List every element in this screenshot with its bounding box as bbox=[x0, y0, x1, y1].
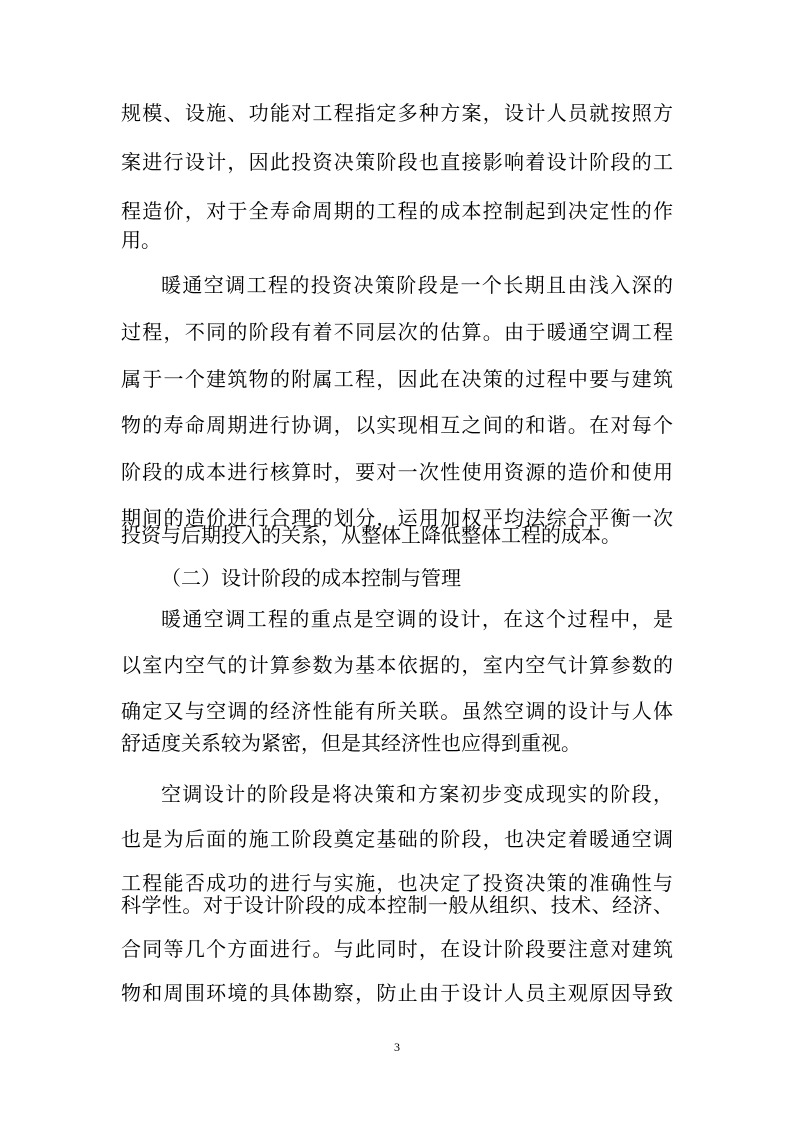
paragraph-4-line-4: 科学性。对于设计阶段的成本控制一般从组织、技术、经济、 bbox=[121, 893, 673, 917]
paragraph-3-line-4: 舒适度关系较为紧密，但是其经济性也应得到重视。 bbox=[121, 731, 581, 755]
paragraph-2-line-5: 阶段的成本进行核算时，要对一次性使用资源的造价和使用 bbox=[121, 460, 673, 484]
paragraph-1-line-2: 案进行设计，因此投资决策阶段也直接影响着设计阶段的工 bbox=[121, 150, 673, 174]
paragraph-2-line-4: 物的寿命周期进行协调，以实现相互之间的和谐。在对每个 bbox=[121, 413, 673, 437]
paragraph-2-line-1: 暖通空调工程的投资决策阶段是一个长期且由浅入深的 bbox=[161, 273, 673, 297]
paragraph-2-line-7: 投资与后期投入的关系，从整体上降低整体工程的成本。 bbox=[121, 523, 621, 547]
paragraph-4-line-2: 也是为后面的施工阶段奠定基础的阶段，也决定着暖通空调 bbox=[121, 827, 673, 851]
page-number: 3 bbox=[394, 1040, 400, 1054]
paragraph-4-line-5: 合同等几个方面进行。与此同时，在设计阶段要注意对建筑 bbox=[121, 937, 673, 961]
paragraph-1-line-3: 程造价，对于全寿命周期的工程的成本控制起到决定性的作 bbox=[121, 199, 673, 223]
paragraph-1-line-4: 用。 bbox=[121, 228, 161, 252]
paragraph-3-line-1: 暖通空调工程的重点是空调的设计，在这个过程中，是 bbox=[161, 607, 673, 631]
paragraph-3-line-3: 确定又与空调的经济性能有所关联。虽然空调的设计与人体 bbox=[121, 699, 673, 723]
paragraph-1-line-1: 规模、设施、功能对工程指定多种方案，设计人员就按照方 bbox=[121, 101, 673, 125]
paragraph-4-line-1: 空调设计的阶段是将决策和方案初步变成现实的阶段， bbox=[161, 782, 673, 806]
section-heading: （二）设计阶段的成本控制与管理 bbox=[161, 566, 461, 590]
paragraph-2-line-3: 属于一个建筑物的附属工程，因此在决策的过程中要与建筑 bbox=[121, 367, 673, 391]
paragraph-4-line-6: 物和周围环境的具体勘察，防止由于设计人员主观原因导致 bbox=[121, 981, 673, 1005]
paragraph-3-line-2: 以室内空气的计算参数为基本依据的，室内空气计算参数的 bbox=[121, 653, 673, 677]
paragraph-4-line-3: 工程能否成功的进行与实施，也决定了投资决策的准确性与 bbox=[121, 871, 673, 895]
paragraph-2-line-6: 期间的造价进行合理的划分，运用加权平均法综合平衡一次 bbox=[121, 506, 673, 530]
paragraph-2-line-2: 过程，不同的阶段有着不同层次的估算。由于暖通空调工程 bbox=[121, 320, 673, 344]
